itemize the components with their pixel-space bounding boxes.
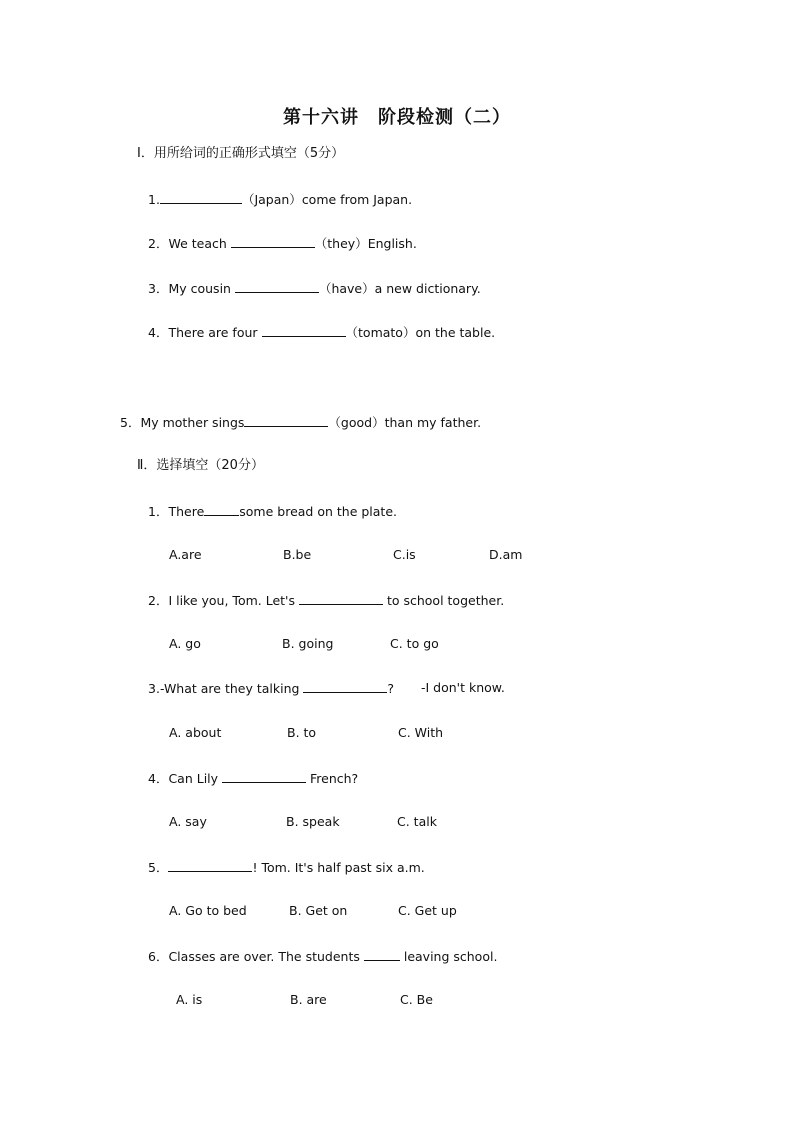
answer-blank[interactable] [231, 235, 315, 248]
option-b[interactable]: B. going [282, 636, 334, 651]
item-text: We teach [168, 236, 231, 251]
option-b[interactable]: B. are [290, 992, 327, 1007]
item-text: English. [367, 236, 417, 251]
option-a[interactable]: A. say [169, 814, 207, 829]
choice-question-5 [148, 859, 425, 876]
answer-blank[interactable] [244, 414, 328, 427]
question-text: French? [306, 771, 359, 786]
option-c[interactable]: C.is [393, 547, 416, 562]
option-b[interactable]: B.be [283, 547, 312, 562]
item-number: 3． [148, 281, 169, 296]
item-hint: （tomato） [345, 325, 416, 340]
answer-blank[interactable] [303, 680, 387, 693]
option-c[interactable]: C. Be [400, 992, 433, 1007]
option-c[interactable]: C. Get up [398, 903, 457, 918]
question-text: ! Tom. It's half past six a.m. [252, 860, 425, 875]
item-number: 1. [148, 192, 160, 207]
question-number: 4． [148, 771, 169, 786]
answer-blank[interactable] [262, 324, 346, 337]
section-1-heading: Ⅰ．用所给词的正确形式填空（5分） [137, 146, 345, 161]
item-hint: （they） [314, 236, 368, 251]
question-text: Can Lily [168, 771, 223, 786]
item-number: 4． [148, 325, 169, 340]
option-c[interactable]: C. to go [390, 636, 439, 651]
option-a[interactable]: A. Go to bed [169, 903, 247, 918]
fill-item-4 [148, 324, 495, 341]
choice-question-6 [148, 948, 497, 965]
option-a[interactable]: A. about [169, 725, 222, 740]
option-a[interactable]: A. is [176, 992, 203, 1007]
question-text: some bread on the plate. [239, 504, 397, 519]
question-number: 5． [148, 860, 169, 875]
item-hint: （good） [328, 415, 385, 430]
question-number: 2． [148, 593, 169, 608]
item-text: My mother sings [140, 415, 245, 430]
choice-question-3 [148, 680, 394, 697]
question-text: -What are they talking [159, 681, 304, 696]
option-d[interactable]: D.am [489, 547, 523, 562]
item-text: My cousin [168, 281, 235, 296]
option-a[interactable]: A.are [169, 547, 202, 562]
question-number: 1． [148, 504, 169, 519]
answer-blank[interactable] [160, 191, 242, 204]
fill-item-3 [148, 280, 481, 297]
option-b[interactable]: B. to [287, 725, 317, 740]
question-text: ? [387, 681, 395, 696]
option-b[interactable]: B. Get on [289, 903, 348, 918]
answer-blank[interactable] [168, 859, 252, 872]
option-b[interactable]: B. speak [286, 814, 340, 829]
option-c[interactable]: C. With [398, 725, 444, 740]
fill-item-2 [148, 235, 417, 252]
answer-blank[interactable] [364, 948, 400, 961]
page-title: 第十六讲 阶段检测（二） [283, 107, 511, 128]
item-hint: （have） [318, 281, 375, 296]
item-text: a new dictionary. [374, 281, 481, 296]
answer-blank[interactable] [299, 592, 383, 605]
section-2-heading: Ⅱ．选择填空（20分） [137, 458, 264, 473]
item-hint: （Japan） [241, 192, 302, 207]
question-number: 3. [148, 681, 160, 696]
fill-item-1 [148, 191, 412, 208]
item-text: There are four [168, 325, 262, 340]
item-text: on the table. [415, 325, 496, 340]
choice-question-4 [148, 770, 358, 787]
question-text: Classes are over. The students [168, 949, 364, 964]
option-c[interactable]: C. talk [397, 814, 437, 829]
question-text: to school together. [382, 593, 505, 608]
item-text: than my father. [384, 415, 482, 430]
option-a[interactable]: A. go [169, 636, 201, 651]
question-text: There [168, 504, 205, 519]
item-number: 2． [148, 236, 169, 251]
question-text: I like you, Tom. Let's [168, 593, 299, 608]
answer-blank[interactable] [235, 280, 319, 293]
item-text: come from Japan. [301, 192, 413, 207]
question-text: leaving school. [399, 949, 498, 964]
question-number: 6． [148, 949, 169, 964]
answer-blank[interactable] [222, 770, 306, 783]
answer-blank[interactable] [204, 503, 239, 516]
choice-question-2 [148, 592, 504, 609]
choice-question-1 [148, 503, 397, 520]
question-reply: -I don't know. [421, 680, 505, 695]
item-number: 5． [120, 415, 141, 430]
fill-item-5 [120, 414, 481, 431]
